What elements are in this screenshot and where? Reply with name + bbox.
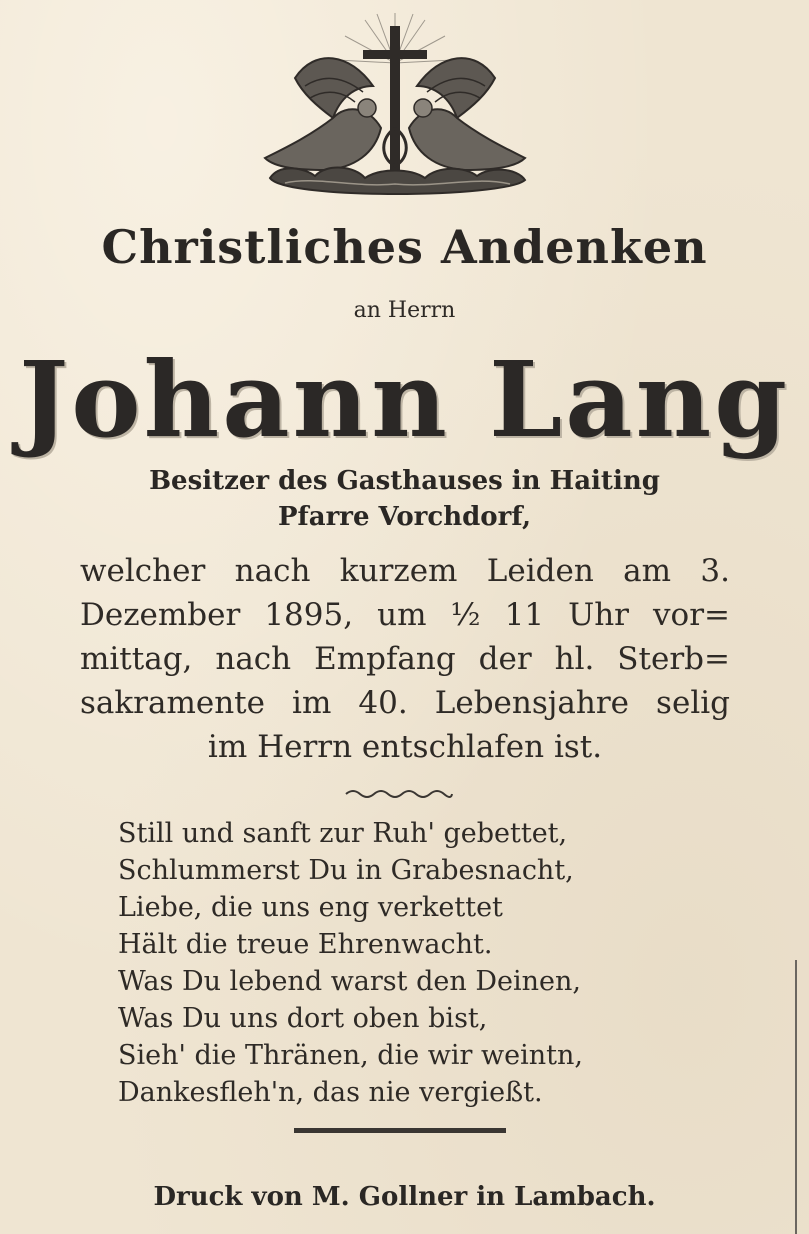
deceased-parish: Pfarre Vorchdorf, — [277, 502, 532, 532]
memorial-title: Christliches Andenken — [101, 220, 708, 274]
announcement-line: mittag, nach Empfang der hl. Sterb= — [80, 641, 730, 677]
poem-line: Hält die treue Ehrenwacht. — [118, 929, 493, 960]
squiggle-divider-icon — [344, 786, 454, 800]
salutation: an Herrn — [353, 298, 456, 323]
poem-line: Was Du uns dort oben bist, — [118, 1003, 488, 1034]
divider-rule — [294, 1128, 506, 1133]
deceased-role: Besitzer des Gasthauses in Haiting — [149, 466, 660, 496]
poem-line: Schlummerst Du in Grabesnacht, — [118, 855, 574, 886]
announcement-line: im Herrn entschlafen ist. — [207, 729, 603, 765]
poem-line: Dankesfleh'n, das nie vergießt. — [118, 1077, 543, 1108]
cross-with-angels-icon — [255, 8, 535, 208]
announcement-line: welcher nach kurzem Leiden am 3. — [80, 553, 730, 589]
poem-line: Sieh' die Thränen, die wir weintn, — [118, 1040, 583, 1071]
paper-edge — [795, 960, 797, 1234]
poem-line: Still und sanft zur Ruh' gebettet, — [118, 818, 568, 849]
announcement-line: sakramente im 40. Lebensjahre selig — [80, 685, 730, 721]
printer-credit: Druck von M. Gollner in Lambach. — [153, 1182, 656, 1212]
announcement-line: Dezember 1895, um ½ 11 Uhr vor= — [80, 597, 730, 633]
deceased-name: Johann Lang — [19, 338, 790, 461]
poem-line: Was Du lebend warst den Deinen, — [118, 966, 581, 997]
poem-line: Liebe, die uns eng verkettet — [118, 892, 503, 923]
